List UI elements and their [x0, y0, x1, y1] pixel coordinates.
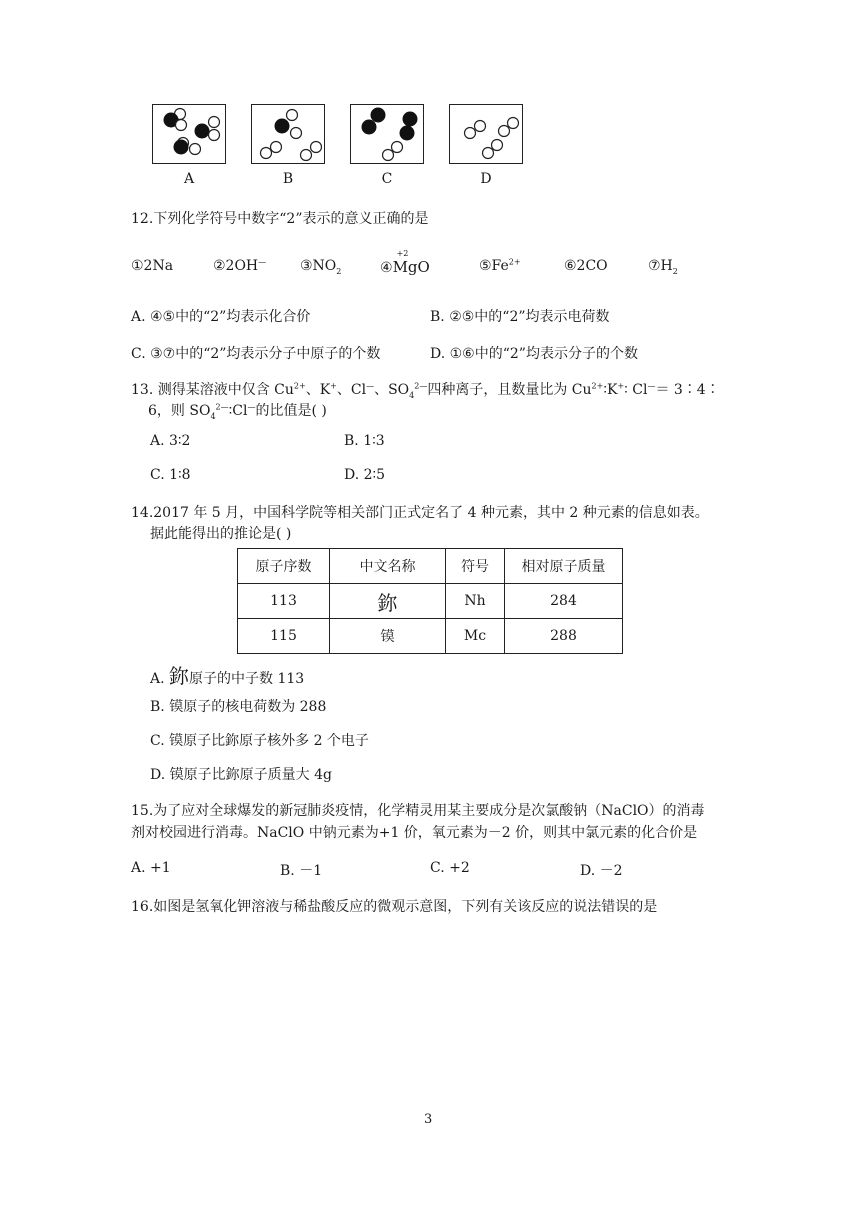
q12-symbol-4: ④ +2 MgO — [380, 249, 430, 276]
q14-option-a: A. 鉨原子的中子数 113 — [150, 664, 305, 688]
table-header: 符号 — [446, 549, 505, 584]
figure-label-d: D — [480, 171, 492, 187]
table-header: 中文名称 — [330, 549, 446, 584]
table-cell: 284 — [505, 584, 623, 619]
molecule-box-b — [251, 104, 325, 164]
q15-stem-line1: 15.为了应对全球爆发的新冠肺炎疫情，化学精灵用某主要成分是次氯酸钠（NaClO）的消毒 — [131, 803, 705, 819]
q12-symbol-3: $③NO_2$ — [300, 258, 342, 276]
molecule-box-d — [449, 104, 523, 164]
q12-option-c: C. ③⑦中的“2”均表示分子中原子的个数 — [131, 346, 381, 362]
molecule-box-c — [350, 104, 424, 164]
q13-option-c: C. 1∶8 — [150, 467, 191, 483]
q12-symbol-6: ⑥2CO — [564, 258, 608, 274]
q14-option-b: B. 镆原子的核电荷数为 288 — [150, 699, 327, 715]
q14-option-c: C. 镆原子比鉨原子核外多 2 个电子 — [150, 733, 369, 749]
table-row — [238, 584, 623, 619]
q14-option-d: D. 镆原子比鉨原子质量大 4g — [150, 767, 332, 783]
q15-option-c: C. +2 — [430, 860, 470, 876]
q12-symbol-1: ①2Na — [131, 258, 174, 274]
q12-symbol-5: $⑤Fe^{2+}$ — [479, 257, 521, 274]
q12-option-a: A. ④⑤中的“2”均表示化合价 — [131, 309, 311, 325]
q12-symbol-7: $⑦H_2$ — [648, 258, 678, 276]
q14-stem-line2: 据此能得出的推论是( ) — [150, 526, 292, 542]
page-number: 3 — [424, 1112, 433, 1127]
table-header: 相对原子质量 — [505, 549, 623, 584]
q14-stem-line1: 14.2017 年 5 月，中国科学院等相关部门正式定名了 4 种元素，其中 2 种元素的信息如表。 — [131, 505, 709, 521]
table-header: 原子序数 — [238, 549, 330, 584]
table-header-row — [238, 549, 623, 584]
molecule-box-a — [152, 104, 226, 164]
table-cell: Mc — [446, 619, 505, 654]
q15-option-b: B. －1 — [280, 863, 323, 879]
table-cell: 115 — [238, 619, 330, 654]
element-table — [237, 548, 623, 654]
table-cell: 镆 — [330, 619, 446, 654]
table-cell: 288 — [505, 619, 623, 654]
q13-stem-line1: 13. 测得某溶液中仅含 $Cu^{2+}$、K+、Cl—、$SO_4^{2—}$四种离子，且数量比为 $Cu^{2+}∶K^+∶$ Cl—＝ 3∶4∶ — [131, 381, 720, 400]
q12-stem: 12.下列化学符号中数字“2”表示的意义正确的是 — [131, 211, 429, 227]
q13-option-a: A. 3∶2 — [150, 433, 191, 449]
q16-stem: 16.如图是氢氧化钾溶液与稀盐酸反应的微观示意图，下列有关该反应的说法错误的是 — [131, 899, 658, 915]
q13-option-b: B. 1∶3 — [344, 433, 385, 449]
q12-option-d: D. ①⑥中的“2”均表示分子的个数 — [430, 346, 638, 362]
q13-option-d: D. 2∶5 — [344, 467, 386, 483]
q15-option-d: D. －2 — [580, 863, 623, 879]
table-cell: 鉨 — [330, 584, 446, 619]
figure-label-a: A — [183, 171, 195, 187]
figure-label-c: C — [381, 171, 393, 187]
q15-stem-line2: 剂对校园进行消毒。NaClO 中钠元素为+1 价，氧元素为－2 价，则其中氯元素的化合价是 — [131, 825, 698, 841]
table-cell: Nh — [446, 584, 505, 619]
q12-symbol-2: ②2OH— — [213, 257, 267, 274]
table-row — [238, 619, 623, 654]
q15-option-a: A. +1 — [131, 860, 171, 876]
table-cell: 113 — [238, 584, 330, 619]
q13-stem-line2: 6，则 $SO_4^{2—}∶Cl^—$的比值是( ) — [148, 402, 327, 421]
figure-label-b: B — [282, 171, 294, 187]
q12-option-b: B. ②⑤中的“2”均表示电荷数 — [430, 309, 610, 325]
